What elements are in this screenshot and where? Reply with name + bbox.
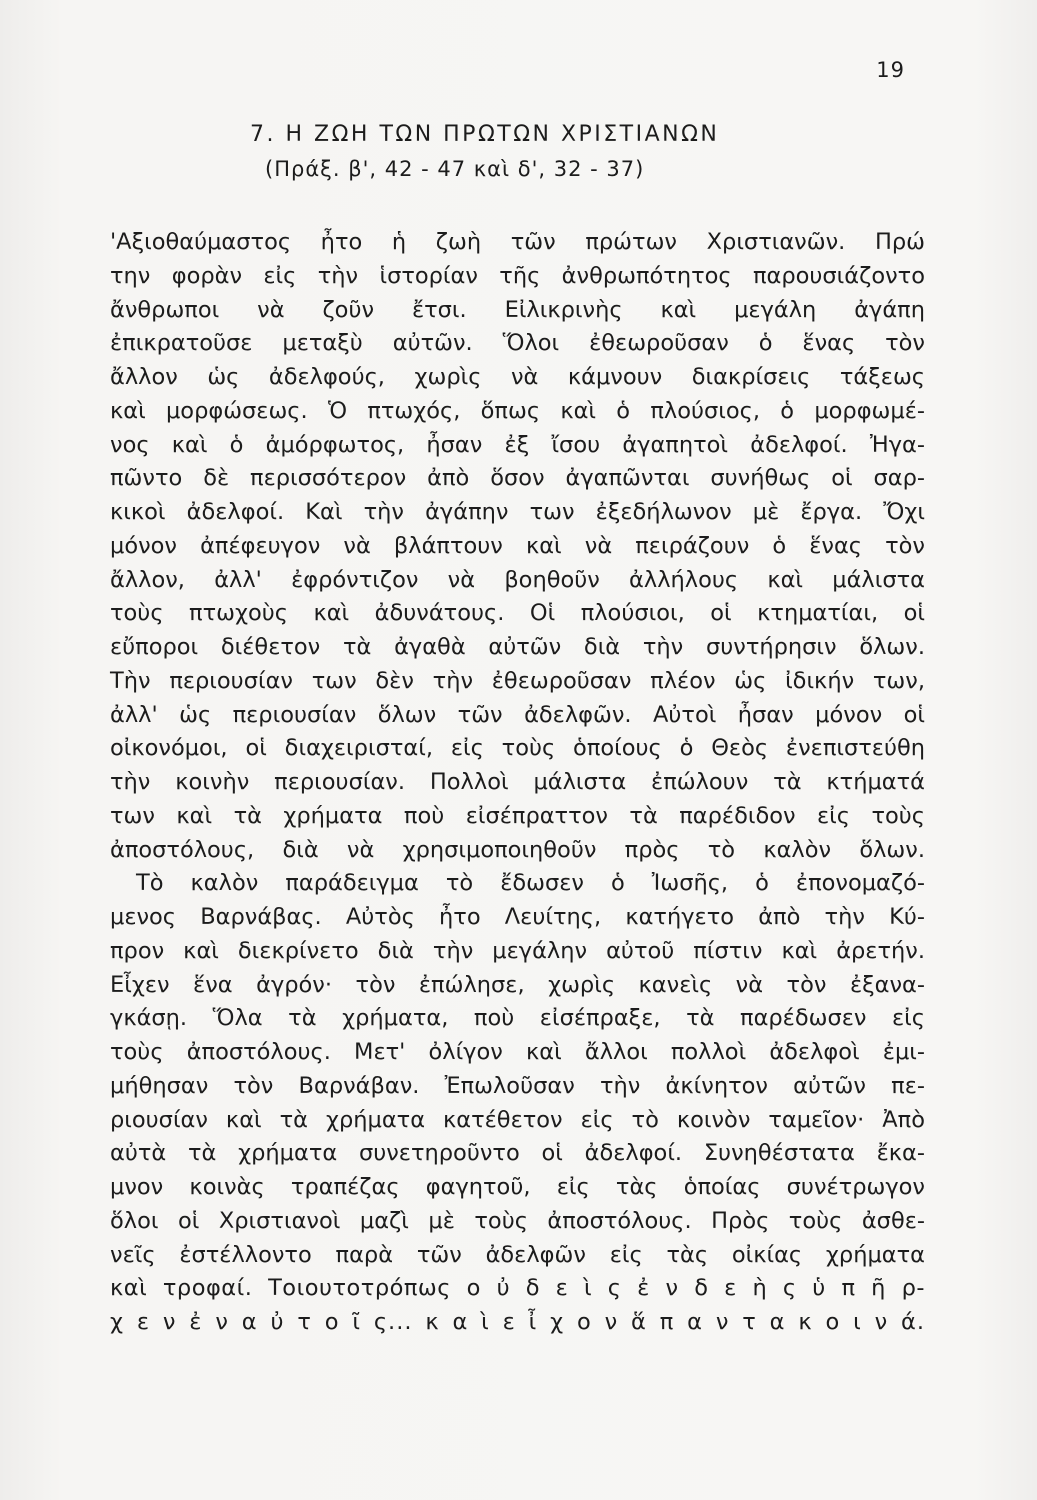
- text-line: προν καὶ διεκρίνετο διὰ τὴν μεγάλην αὐτοῦ πίστιν καὶ ἀρετήν.: [110, 937, 925, 964]
- text-line: καὶ μορφώσεως. Ὁ πτωχός, ὅπως καὶ ὁ πλούσιος, ὁ μορφωμέ-: [110, 397, 925, 424]
- text-line: ὅλοι οἱ Χριστιανοὶ μαζὶ μὲ τοὺς ἀποστόλους. Πρὸς τοὺς ἀσθε-: [110, 1207, 925, 1234]
- body-text: [110, 226, 925, 1340]
- text-line: γκάσῃ. Ὅλα τὰ χρήματα, ποὺ εἰσέπραξε, τὰ παρέδωσεν εἰς: [110, 1005, 925, 1032]
- chapter-title: 7. Η ΖΩΗ ΤΩΝ ΠΡΩΤΩΝ ΧΡΙΣΤΙΑΝΩΝ: [250, 122, 720, 147]
- text-line: Τὴν περιουσίαν των δὲν τὴν ἐθεωροῦσαν πλέον ὡς ἰδικήν των,: [110, 667, 925, 694]
- text-line: την φορὰν εἰς τὴν ἱστορίαν τῆς ἀνθρωπότητος παρουσιάζοντο: [110, 262, 925, 289]
- text-line: ἄνθρωποι νὰ ζοῦν ἔτσι. Εἰλικρινὴς καὶ μεγάλη ἀγάπη: [110, 296, 925, 323]
- text-line: μήθησαν τὸν Βαρνάβαν. Ἐπωλοῦσαν τὴν ἀκίνητον αὐτῶν πε-: [110, 1072, 925, 1099]
- text-line: οἰκονόμοι, οἱ διαχειρισταί, εἰς τοὺς ὁποίους ὁ Θεὸς ἐνεπιστεύθη: [110, 735, 925, 762]
- text-line: ἀλλ' ὡς περιουσίαν ὅλων τῶν ἀδελφῶν. Αὐτοὶ ἦσαν μόνον οἱ: [110, 701, 925, 728]
- text-line: πῶντο δὲ περισσότερον ἀπὸ ὅσον ἀγαπῶνται συνήθως οἱ σαρ-: [110, 465, 925, 492]
- text-line-final: χ ε ν ἐ ν α ὐ τ ο ῖ ς... κ α ὶ ε ἶ χ ο ν ἅ π α ν τ α κ ο ι ν ά.: [110, 1309, 925, 1335]
- text-line: αὐτὰ τὰ χρήματα συνετηροῦντο οἱ ἀδελφοί. Συνηθέστατα ἔκα-: [110, 1140, 925, 1167]
- text-line: ἀποστόλους, διὰ νὰ χρησιμοποιηθοῦν πρὸς τὸ καλὸν ὅλων.: [110, 836, 925, 863]
- scripture-reference: (Πράξ. β', 42 - 47 καὶ δ', 32 - 37): [265, 157, 645, 181]
- text-line-paragraph-start: Τὸ καλὸν παράδειγμα τὸ ἔδωσεν ὁ Ἰωσῆς, ὁ ἐπονομαζό-: [136, 870, 925, 897]
- text-line: καὶ τροφαί. Τοιουτοτρόπως ο ὐ δ ε ὶ ς ἐ ν δ ε ὴ ς ὑ π ῆ ρ-: [110, 1275, 925, 1302]
- text-line: τοὺς ἀποστόλους. Μετ' ὀλίγον καὶ ἄλλοι πολλοὶ ἀδελφοὶ ἐμι-: [110, 1039, 925, 1065]
- text-line: νεῖς ἐστέλλοντο παρὰ τῶν ἀδελφῶν εἰς τὰς οἰκίας χρήματα: [110, 1241, 925, 1268]
- text-line: ριουσίαν καὶ τὰ χρήματα κατέθετον εἰς τὸ κοινὸν ταμεῖον· Ἀπὸ: [110, 1106, 925, 1133]
- text-line: εὔποροι διέθετον τὰ ἀγαθὰ αὐτῶν διὰ τὴν συντήρησιν ὅλων.: [110, 634, 925, 660]
- text-line: μόνον ἀπέφευγον νὰ βλάπτουν καὶ νὰ πειράζουν ὁ ἕνας τὸν: [110, 532, 925, 559]
- text-line: κικοὶ ἀδελφοί. Καὶ τὴν ἀγάπην των ἐξεδήλωνον μὲ ἔργα. Ὄχι: [110, 499, 925, 525]
- text-line: τὴν κοινὴν περιουσίαν. Πολλοὶ μάλιστα ἐπώλουν τὰ κτήματά: [110, 769, 925, 795]
- text-line: μνον κοινὰς τραπέζας φαγητοῦ, εἰς τὰς ὁποίας συνέτρωγον: [110, 1174, 925, 1200]
- page-number: 19: [876, 58, 905, 82]
- text-line: των καὶ τὰ χρήματα ποὺ εἰσέπραττον τὰ παρέδιδον εἰς τοὺς: [110, 802, 925, 829]
- text-line: νος καὶ ὁ ἀμόρφωτος, ἦσαν ἐξ ἴσου ἀγαπητοὶ ἀδελφοί. Ἠγα-: [110, 431, 925, 458]
- text-line: ἄλλον, ἀλλ' ἐφρόντιζον νὰ βοηθοῦν ἀλλήλους καὶ μάλιστα: [110, 566, 925, 593]
- text-line: 'Αξιοθαύμαστος ἦτο ἡ ζωὴ τῶν πρώτων Χριστιανῶν. Πρώ: [110, 229, 925, 255]
- text-line: τοὺς πτωχοὺς καὶ ἀδυνάτους. Οἱ πλούσιοι, οἱ κτηματίαι, οἱ: [110, 600, 925, 627]
- text-line: ἐπικρατοῦσε μεταξὺ αὐτῶν. Ὅλοι ἐθεωροῦσαν ὁ ἕνας τὸν: [110, 330, 925, 357]
- text-line: Εἶχεν ἕνα ἀγρόν· τὸν ἐπώλησε, χωρὶς κανεὶς νὰ τὸν ἐξανα-: [110, 971, 925, 998]
- text-line: μενος Βαρνάβας. Αὐτὸς ἦτο Λευίτης, κατήγετο ἀπὸ τὴν Κύ-: [110, 904, 925, 930]
- text-line: ἄλλον ὡς ἀδελφούς, χωρὶς νὰ κάμνουν διακρίσεις τάξεως: [110, 364, 925, 390]
